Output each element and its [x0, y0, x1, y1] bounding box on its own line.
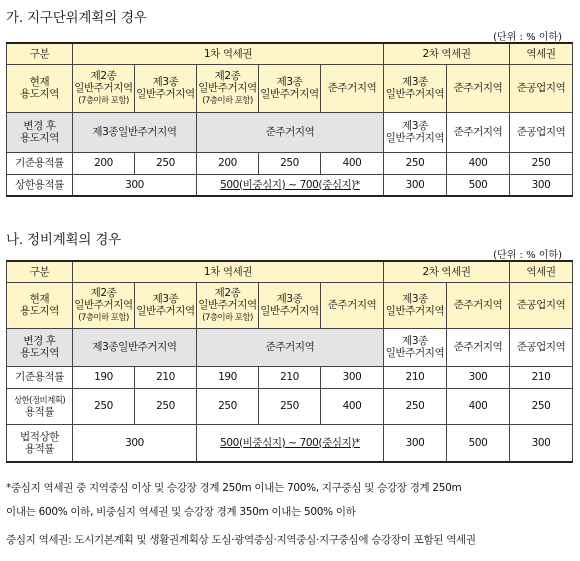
area3-header: 역세권: [510, 261, 573, 282]
value-cell: 250: [259, 388, 321, 424]
table-row: [7, 261, 573, 282]
zone-cell: 준공업지역: [510, 64, 573, 112]
value-cell: 250: [73, 388, 135, 424]
zone-cell: 제3종일반주거지역: [73, 328, 197, 366]
zone-cell: 준주거지역: [447, 282, 510, 328]
value-cell: 250: [510, 152, 573, 174]
value-cell: 250: [259, 152, 321, 174]
zone-cell: 제2종 일반주거지역 (7층이하 포함): [197, 64, 259, 112]
zone-cell: 준주거지역: [321, 282, 384, 328]
zone-cell: 제2종 일반주거지역 (7층이하 포함): [197, 282, 259, 328]
value-cell: 200: [73, 152, 135, 174]
zone-cell: 준공업지역: [510, 328, 573, 366]
area2-header: 2차 역세권: [384, 261, 510, 282]
zone-cell: 제3종 일반주거지역: [384, 64, 447, 112]
zone-cell: 제3종 일반주거지역: [384, 282, 447, 328]
zone-cell: 제3종 일반주거지역: [259, 64, 321, 112]
row-label-changed: 변경 후 용도지역: [7, 112, 73, 152]
group-header: 구분: [7, 261, 73, 282]
table-row: [7, 424, 573, 462]
value-cell: 210: [259, 366, 321, 388]
value-cell: 210: [510, 366, 573, 388]
value-cell: 300: [73, 174, 197, 196]
table-row: [7, 174, 573, 196]
section2-table: [6, 260, 573, 463]
value-cell: 500(비중심지) ~ 700(중심지)*: [197, 424, 384, 462]
value-cell: 300: [510, 174, 573, 196]
table-row: [7, 43, 573, 64]
table-row: [7, 112, 573, 152]
row-label-base: 기준용적률: [7, 152, 73, 174]
zone-cell: 제3종 일반주거지역: [384, 328, 447, 366]
value-cell: 300: [384, 424, 447, 462]
table-row: [7, 366, 573, 388]
value-cell: 210: [384, 366, 447, 388]
row-label-changed: 변경 후 용도지역: [7, 328, 73, 366]
value-cell: 400: [321, 152, 384, 174]
value-cell: 300: [447, 366, 510, 388]
area2-header: 2차 역세권: [384, 43, 510, 64]
value-cell: 210: [135, 366, 197, 388]
zone-cell: 제3종 일반주거지역: [259, 282, 321, 328]
value-cell: 300: [510, 424, 573, 462]
section2-title: 나. 정비계획의 경우: [6, 232, 122, 248]
area3-header: 역세권: [510, 43, 573, 64]
zone-cell: 준주거지역: [197, 328, 384, 366]
value-cell: 190: [197, 366, 259, 388]
table-row: [7, 388, 573, 424]
section2-unit: (단위 : % 이하): [493, 250, 562, 261]
table-row: [7, 328, 573, 366]
value-cell: 400: [321, 388, 384, 424]
zone-cell: 준주거지역: [447, 328, 510, 366]
value-cell: 300: [384, 174, 447, 196]
zone-cell: 준공업지역: [510, 112, 573, 152]
row-label-upper: 상한(정비계획) 용적률: [7, 388, 73, 424]
table-row: [7, 152, 573, 174]
zone-cell: 준주거지역: [321, 64, 384, 112]
row-label-legal: 법적상한 용적률: [7, 424, 73, 462]
value-cell: 500: [447, 424, 510, 462]
zone-cell: 제3종 일반주거지역: [135, 282, 197, 328]
value-cell: 300: [321, 366, 384, 388]
value-cell: 400: [447, 152, 510, 174]
value-cell: 190: [73, 366, 135, 388]
footnote-line: 중심지 역세권: 도시기본계획 및 생활권계획상 도심·광역중심·지역중심·지구중심에 승강장이 포함된 역세권: [6, 534, 476, 546]
value-cell: 250: [384, 388, 447, 424]
value-cell: 500(비중심지) ~ 700(중심지)*: [197, 174, 384, 196]
zone-cell: 제2종 일반주거지역 (7층이하 포함): [73, 64, 135, 112]
value-cell: 300: [73, 424, 197, 462]
table-row: [7, 64, 573, 112]
footnote-line: *중심지 역세권 중 지역중심 이상 및 승강장 경계 250m 이내는 700%, 지구중심 및 승강장 경계 250m: [6, 482, 462, 494]
section1-title: 가. 지구단위계획의 경우: [6, 10, 147, 26]
group-header: 구분: [7, 43, 73, 64]
zone-cell: 제3종일반주거지역: [73, 112, 197, 152]
section1-table: [6, 42, 573, 197]
value-cell: 250: [135, 152, 197, 174]
value-cell: 250: [197, 388, 259, 424]
value-cell: 400: [447, 388, 510, 424]
value-cell: 250: [384, 152, 447, 174]
footnote-line: 이내는 600% 이하, 비중심지 역세권 및 승강장 경계 350m 이내는 500% 이하: [6, 506, 356, 518]
zone-cell: 제3종 일반주거지역: [384, 112, 447, 152]
footnotes: [6, 480, 574, 555]
value-cell: 250: [510, 388, 573, 424]
area1-header: 1차 역세권: [73, 261, 384, 282]
zone-cell: 제3종 일반주거지역: [135, 64, 197, 112]
zone-cell: 준주거지역: [447, 64, 510, 112]
zone-cell: 준주거지역: [197, 112, 384, 152]
value-cell: 250: [135, 388, 197, 424]
zone-cell: 준공업지역: [510, 282, 573, 328]
table-row: [7, 282, 573, 328]
value-cell: 500: [447, 174, 510, 196]
zone-cell: 제2종 일반주거지역 (7층이하 포함): [73, 282, 135, 328]
row-label-current: 현재 용도지역: [7, 282, 73, 328]
zone-cell: 준주거지역: [447, 112, 510, 152]
value-cell: 200: [197, 152, 259, 174]
area1-header: 1차 역세권: [73, 43, 384, 64]
section1-unit: (단위 : % 이하): [493, 32, 562, 43]
row-label-current: 현재 용도지역: [7, 64, 73, 112]
row-label-max: 상한용적률: [7, 174, 73, 196]
row-label-base: 기준용적률: [7, 366, 73, 388]
